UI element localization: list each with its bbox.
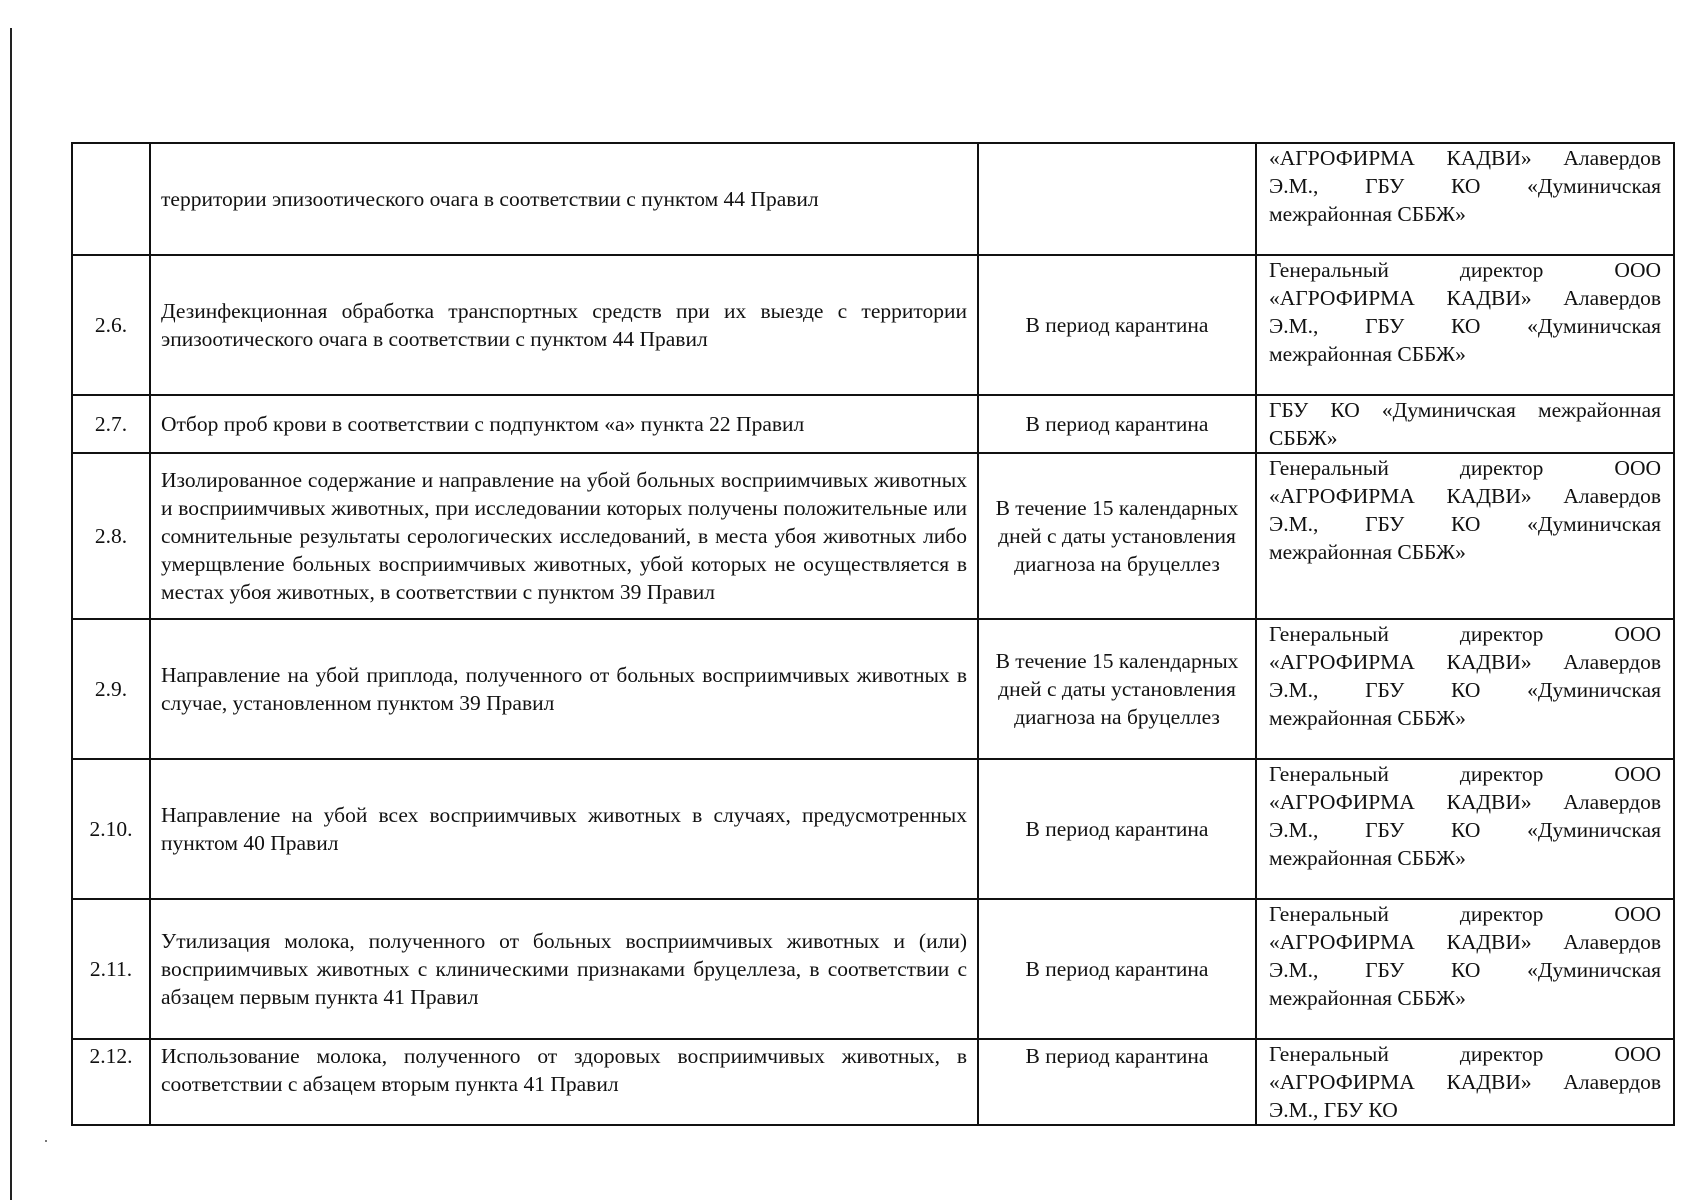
row-term: В период карантина	[978, 395, 1256, 453]
row-description: Направление на убой всех восприимчивых животных в случаях, предусмотренных пунктом 40 Правил	[150, 759, 978, 899]
responsible-text: ГБУ КО «Думиничская межрайонная СББЖ»	[1269, 398, 1661, 450]
row-responsible	[1256, 619, 1674, 759]
row-description: Дезинфекционная обработка транспортных средств при их выезде с территории эпизоотического очага в соответствии с пунктом 44 Правил	[150, 255, 978, 395]
row-number: 2.6.	[72, 255, 150, 395]
row-number: 2.12.	[72, 1039, 150, 1125]
row-responsible	[1256, 453, 1674, 619]
row-number: 2.9.	[72, 619, 150, 759]
table-row	[72, 759, 1674, 899]
row-number: 2.7.	[72, 395, 150, 453]
table-row	[72, 395, 1674, 453]
table-row	[72, 453, 1674, 619]
row-description: Использование молока, полученного от здоровых восприимчивых животных, в соответствии с абзацем вторым пункта 41 Правил	[150, 1039, 978, 1125]
measures-table	[71, 142, 1675, 1126]
row-description: Изолированное содержание и направление на убой больных восприимчивых животных и восприимчивых животных, при исследовании которых получены положительные или сомнительные результаты серологических исследований, в места убоя животных либо умерщвление больных восприимчивых животных, убой которых не осуществляется в местах убоя животных, в соответствии с пунктом 39 Правил	[150, 453, 978, 619]
table-row	[72, 1039, 1674, 1125]
row-responsible	[1256, 395, 1674, 453]
responsible-text: Генеральный директор ООО «АГРОФИРМА КАДВИ» Алавердов Э.М., ГБУ КО	[1269, 1042, 1661, 1122]
row-description: Утилизация молока, полученного от больных восприимчивых животных и (или) восприимчивых животных с клиническими признаками бруцеллеза, в соответствии с абзацем первым пункта 41 Правил	[150, 899, 978, 1039]
row-term: В период карантина	[978, 899, 1256, 1039]
responsible-text: Генеральный директор ООО «АГРОФИРМА КАДВИ» Алавердов Э.М., ГБУ КО «Думиничская межрайонная СББЖ»	[1269, 902, 1661, 1010]
row-responsible	[1256, 143, 1674, 255]
row-responsible	[1256, 255, 1674, 395]
row-term	[978, 143, 1256, 255]
row-term: В период карантина	[978, 759, 1256, 899]
table-row	[72, 899, 1674, 1039]
row-description: Отбор проб крови в соответствии с подпунктом «а» пункта 22 Правил	[150, 395, 978, 453]
row-term: В период карантина	[978, 255, 1256, 395]
page-binding-line	[10, 28, 12, 1200]
row-responsible	[1256, 1039, 1674, 1125]
table-row	[72, 255, 1674, 395]
responsible-text: Генеральный директор ООО «АГРОФИРМА КАДВИ» Алавердов Э.М., ГБУ КО «Думиничская межрайонная СББЖ»	[1269, 762, 1661, 870]
row-term: В течение 15 календарных дней с даты установления диагноза на бруцеллез	[978, 619, 1256, 759]
row-number	[72, 143, 150, 255]
responsible-text: Генеральный директор ООО «АГРОФИРМА КАДВИ» Алавердов Э.М., ГБУ КО «Думиничская межрайонная СББЖ»	[1269, 258, 1661, 366]
scan-speck	[45, 1140, 47, 1142]
responsible-text: Генеральный директор ООО «АГРОФИРМА КАДВИ» Алавердов Э.М., ГБУ КО «Думиничская межрайонная СББЖ»	[1269, 622, 1661, 730]
row-number: 2.8.	[72, 453, 150, 619]
row-term: В период карантина	[978, 1039, 1256, 1125]
row-number: 2.11.	[72, 899, 150, 1039]
responsible-text: «АГРОФИРМА КАДВИ» Алавердов Э.М., ГБУ КО «Думиничская межрайонная СББЖ»	[1269, 146, 1661, 226]
table-row	[72, 143, 1674, 255]
row-term: В течение 15 календарных дней с даты установления диагноза на бруцеллез	[978, 453, 1256, 619]
responsible-text: Генеральный директор ООО «АГРОФИРМА КАДВИ» Алавердов Э.М., ГБУ КО «Думиничская межрайонная СББЖ»	[1269, 456, 1661, 564]
row-description: Направление на убой приплода, полученного от больных восприимчивых животных в случае, установленном пунктом 39 Правил	[150, 619, 978, 759]
row-responsible	[1256, 899, 1674, 1039]
table-row	[72, 619, 1674, 759]
row-number: 2.10.	[72, 759, 150, 899]
row-description: территории эпизоотического очага в соответствии с пунктом 44 Правил	[150, 143, 978, 255]
row-responsible	[1256, 759, 1674, 899]
